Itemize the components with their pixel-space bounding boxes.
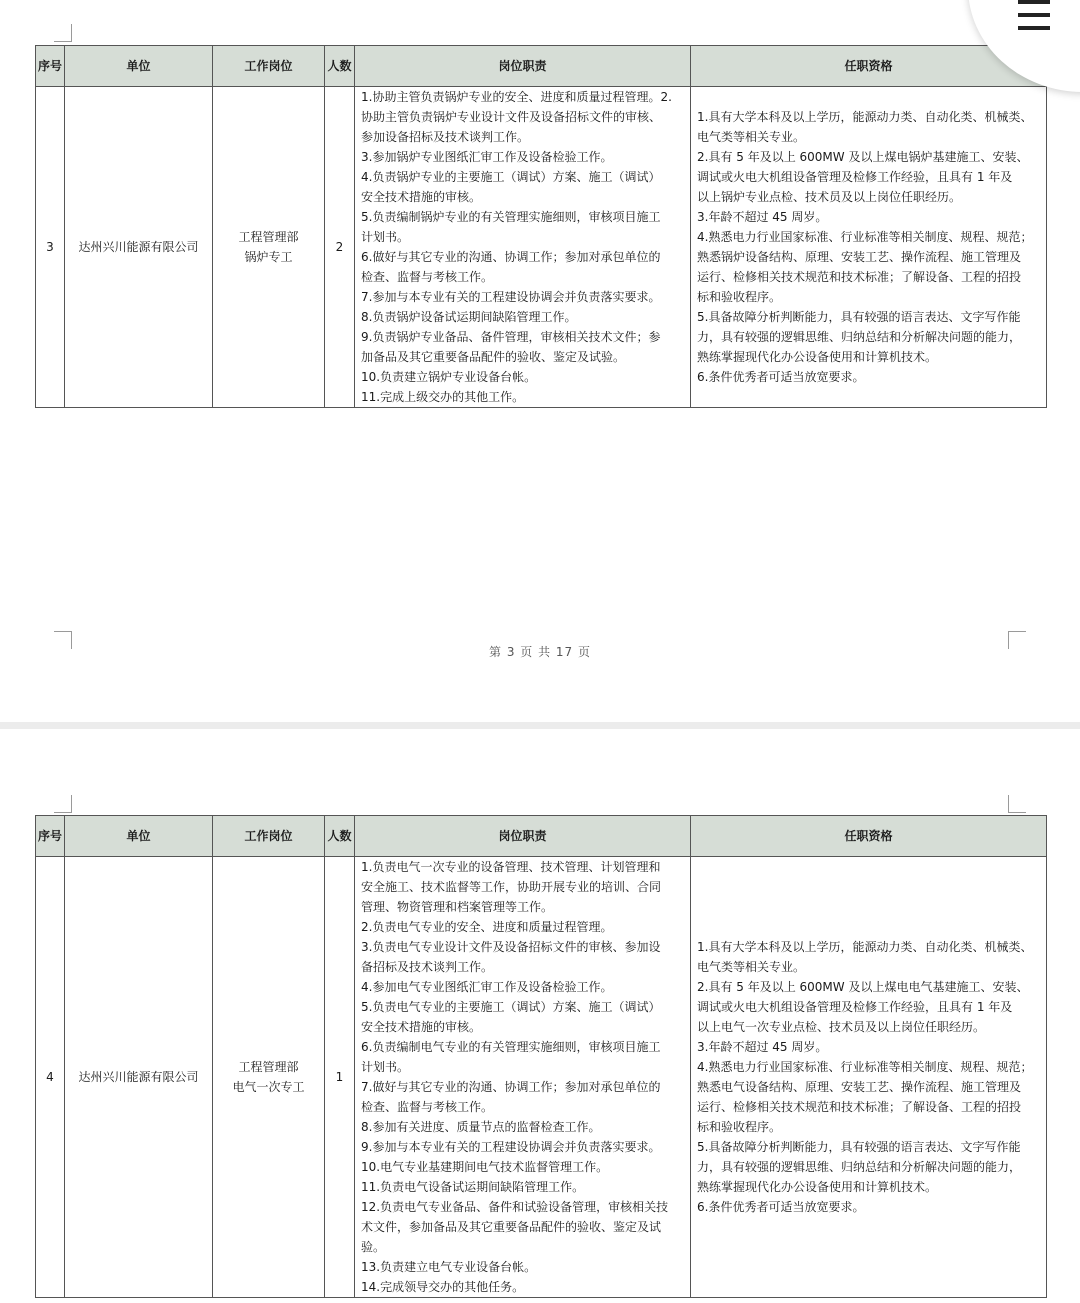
text-line: 11.完成上级交办的其他工作。 <box>361 390 525 404</box>
text-line: 3.负责电气专业设计文件及设备招标文件的审核、参加设 <box>361 940 661 954</box>
text-line: 2.负责电气专业的安全、进度和质量过程管理。 <box>361 920 613 934</box>
text-line: 计划书。 <box>361 1060 410 1074</box>
text-line: 力，具有较强的逻辑思维、归纳总结和分析解决问题的能力， <box>697 1160 1022 1174</box>
text-line: 3.年龄不超过 45 周岁。 <box>697 210 828 224</box>
row-no: 4 <box>36 857 65 1298</box>
hamburger-menu-icon[interactable] <box>1014 0 1054 34</box>
text-line: 协助主管负责锅炉专业设计文件及设备招标文件的审核、 <box>361 110 662 124</box>
text-line: 检查、监督与考核工作。 <box>361 1100 494 1114</box>
row-duties <box>355 857 691 1298</box>
text-line: 7.做好与其它专业的沟通、协调工作；参加对承包单位的 <box>361 1080 661 1094</box>
text-line: 2.具有 5 年及以上 600MW 及以上煤电锅炉基建施工、安装、 <box>697 150 1029 164</box>
text-line: 5.负责电气专业的主要施工（调试）方案、施工（调试） <box>361 1000 661 1014</box>
text-line: 术文件，参加备品及其它重要备品配件的验收、鉴定及试 <box>361 1220 662 1234</box>
header-position: 工作岗位 <box>213 816 325 857</box>
table-row <box>36 857 1047 1298</box>
text-line: 熟悉电气设备结构、原理、安装工艺、操作流程、施工管理及 <box>697 1080 1022 1094</box>
text-line: 管理、物资管理和档案管理等工作。 <box>361 900 554 914</box>
text-line: 10.负责建立锅炉专业设备台帐。 <box>361 370 537 384</box>
text-line: 运行、检修相关技术规范和技术标准；了解设备、工程的招投 <box>697 270 1022 284</box>
menu-bar <box>1018 13 1050 17</box>
row-duties <box>355 87 691 408</box>
header-unit: 单位 <box>65 46 213 87</box>
header-duties: 岗位职责 <box>355 816 691 857</box>
text-line: 计划书。 <box>361 230 410 244</box>
text-line: 参加设备招标及技术谈判工作。 <box>361 130 530 144</box>
text-line: 9.参加与本专业有关的工程建设协调会并负责落实要求。 <box>361 1140 661 1154</box>
row-position <box>213 87 325 408</box>
row-unit: 达州兴川能源有限公司 <box>65 857 213 1298</box>
table-row <box>36 87 1047 408</box>
text-line: 12.负责电气专业备品、备件和试验设备管理，审核相关技 <box>361 1200 669 1214</box>
text-line: 5.具备故障分析判断能力，具有较强的语言表达、文字写作能 <box>697 310 1021 324</box>
text-line: 1.具有大学本科及以上学历，能源动力类、自动化类、机械类、 <box>697 110 1033 124</box>
text-line: 7.参加与本专业有关的工程建设协调会并负责落实要求。 <box>361 290 661 304</box>
job-table <box>35 45 1047 408</box>
text-line: 4.熟悉电力行业国家标准、行业标准等相关制度、规程、规范； <box>697 230 1033 244</box>
text-line: 1.负责电气一次专业的设备管理、技术管理、计划管理和 <box>361 860 661 874</box>
text-line: 6.条件优秀者可适当放宽要求。 <box>697 370 865 384</box>
text-line: 熟练掌握现代化办公设备使用和计算机技术。 <box>697 1180 938 1194</box>
text-line: 备招标及技术谈判工作。 <box>361 960 494 974</box>
text-line: 安全施工、技术监督等工作，协助开展专业的培训、合同 <box>361 880 662 894</box>
text-line: 10.电气专业基建期间电气技术监督管理工作。 <box>361 1160 609 1174</box>
text-line: 运行、检修相关技术规范和技术标准；了解设备、工程的招投 <box>697 1100 1022 1114</box>
header-unit: 单位 <box>65 816 213 857</box>
header-qualifications: 任职资格 <box>691 816 1047 857</box>
text-line: 熟练掌握现代化办公设备使用和计算机技术。 <box>697 350 938 364</box>
text-line: 3.参加锅炉专业图纸汇审工作及设备检验工作。 <box>361 150 613 164</box>
text-line: 调试或火电大机组设备管理及检修工作经验，且具有 1 年及 <box>697 170 1013 184</box>
header-no: 序号 <box>36 816 65 857</box>
page-separator <box>0 722 1080 729</box>
row-count: 1 <box>325 857 355 1298</box>
text-line: 1.具有大学本科及以上学历，能源动力类、自动化类、机械类、 <box>697 940 1033 954</box>
text-line: 4.熟悉电力行业国家标准、行业标准等相关制度、规程、规范； <box>697 1060 1033 1074</box>
document-page-4 <box>0 729 1080 1303</box>
text-line: 1.协助主管负责锅炉专业的安全、进度和质量过程管理。2. <box>361 90 672 104</box>
text-line: 标和验收程序。 <box>697 1120 782 1134</box>
text-line: 2.具有 5 年及以上 600MW 及以上煤电电气基建施工、安装、 <box>697 980 1029 994</box>
job-table <box>35 815 1047 1298</box>
text-line: 安全技术措施的审核。 <box>361 1020 482 1034</box>
text-line: 6.负责编制电气专业的有关管理实施细则，审核项目施工 <box>361 1040 661 1054</box>
row-position <box>213 857 325 1298</box>
text-line: 13.负责建立电气专业设备台帐。 <box>361 1260 537 1274</box>
text-line: 以上锅炉专业点检、技术员及以上岗位任职经历。 <box>697 190 962 204</box>
text-line: 6.条件优秀者可适当放宽要求。 <box>697 1200 865 1214</box>
text-line: 8.参加有关进度、质量节点的监督检查工作。 <box>361 1120 601 1134</box>
text-line: 以上电气一次专业点检、技术员及以上岗位任职经历。 <box>697 1020 986 1034</box>
text-line: 电气类等相关专业。 <box>697 960 806 974</box>
text-line: 验。 <box>361 1240 386 1254</box>
text-line: 9.负责锅炉专业备品、备件管理，审核相关技术文件；参 <box>361 330 661 344</box>
text-line: 检查、监督与考核工作。 <box>361 270 494 284</box>
row-count: 2 <box>325 87 355 408</box>
header-count: 人数 <box>325 816 355 857</box>
text-line: 8.负责锅炉设备试运期间缺陷管理工作。 <box>361 310 577 324</box>
page-corner-mark <box>54 795 72 813</box>
row-qualifications <box>691 857 1047 1298</box>
header-no: 序号 <box>36 46 65 87</box>
menu-bar <box>1018 0 1050 4</box>
page-corner-mark <box>1008 795 1026 813</box>
text-line: 熟悉锅炉设备结构、原理、安装工艺、操作流程、施工管理及 <box>697 250 1022 264</box>
position-line: 锅炉专工 <box>244 250 293 264</box>
position-line: 工程管理部 <box>238 230 299 244</box>
text-line: 力，具有较强的逻辑思维、归纳总结和分析解决问题的能力， <box>697 330 1022 344</box>
text-line: 标和验收程序。 <box>697 290 782 304</box>
text-line: 4.负责锅炉专业的主要施工（调试）方案、施工（调试） <box>361 170 661 184</box>
row-qualifications <box>691 87 1047 408</box>
text-line: 安全技术措施的审核。 <box>361 190 482 204</box>
text-line: 加备品及其它重要备品配件的验收、鉴定及试验。 <box>361 350 626 364</box>
text-line: 4.参加电气专业图纸汇审工作及设备检验工作。 <box>361 980 613 994</box>
menu-bar <box>1018 26 1050 30</box>
position-line: 电气一次专工 <box>232 1080 305 1094</box>
page-corner-mark <box>54 24 72 42</box>
row-unit: 达州兴川能源有限公司 <box>65 87 213 408</box>
page-footer: 第 3 页 共 17 页 <box>489 645 591 659</box>
text-line: 3.年龄不超过 45 周岁。 <box>697 1040 828 1054</box>
header-count: 人数 <box>325 46 355 87</box>
header-duties: 岗位职责 <box>355 46 691 87</box>
header-qualifications: 任职资格 <box>691 46 1047 87</box>
text-line: 14.完成领导交办的其他任务。 <box>361 1280 525 1294</box>
table-header-row <box>36 46 1047 87</box>
text-line: 11.负责电气设备试运期间缺陷管理工作。 <box>361 1180 585 1194</box>
row-no: 3 <box>36 87 65 408</box>
header-position: 工作岗位 <box>213 46 325 87</box>
text-line: 6.做好与其它专业的沟通、协调工作；参加对承包单位的 <box>361 250 661 264</box>
table-header-row <box>36 816 1047 857</box>
text-line: 电气类等相关专业。 <box>697 130 806 144</box>
text-line: 5.负责编制锅炉专业的有关管理实施细则，审核项目施工 <box>361 210 661 224</box>
text-line: 5.具备故障分析判断能力，具有较强的语言表达、文字写作能 <box>697 1140 1021 1154</box>
text-line: 调试或火电大机组设备管理及检修工作经验，且具有 1 年及 <box>697 1000 1013 1014</box>
position-line: 工程管理部 <box>238 1060 299 1074</box>
